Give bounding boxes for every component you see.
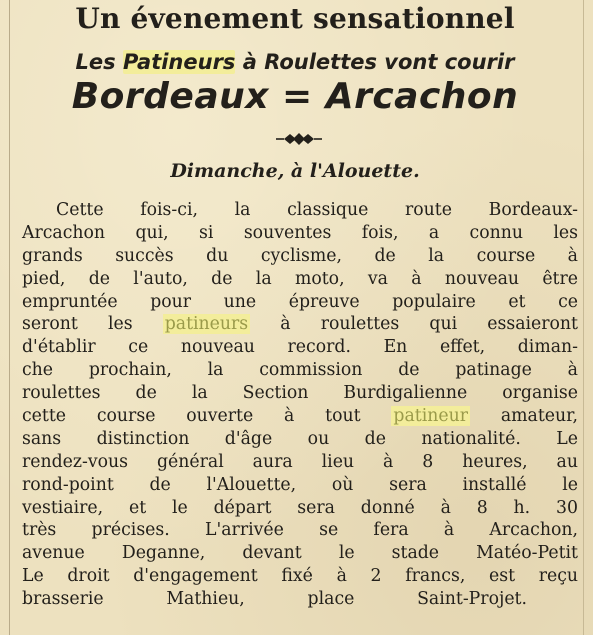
column-rule-right [583,0,584,635]
headline-highlight-patineurs: Patineurs [122,50,236,74]
article-line-last: brasserie Mathieu, place Saint-Projet. [22,589,527,610]
article-text: à roulettes qui essaieront [250,314,578,335]
article-line: Cette fois-ci, la classique route Bordeaux- [56,200,578,220]
column-rule-left [9,0,10,635]
headline-route: Bordeaux = Arcachon [71,76,519,117]
article-body [22,199,578,611]
article-line: avenue Deganne, devant le stade Matéo-Petit [22,543,578,564]
dateline: Dimanche, à l'Alouette. [170,160,420,182]
headline-subtitle-post: à Roulettes vont courir [235,50,515,74]
article-line: vestiaire, et le départ sera donné à 8 h. 30 [22,497,578,518]
article-line: empruntée pour une épreuve populaire et ce [22,291,578,312]
article-line: pied, de l'auto, de la moto, va à nouveau être [22,268,578,289]
article-line: roulettes de la Section Burdigalienne organise [22,383,578,404]
headline-subtitle-pre: Les [75,50,123,74]
article-line: sans distinction d'âge ou de nationalité. Le [22,428,578,449]
diamond-ornament-icon [274,130,324,148]
article-line: Arcachon qui, si souventes fois, a connu les [22,222,578,243]
article-line: d'établir ce nouveau record. En effet, diman- [22,337,578,358]
article-line: très précises. L'arrivée se fera à Arcachon, [22,520,578,541]
article-line: Le droit d'engagement fixé à 2 francs, est reçu [22,566,578,587]
highlight-patineur: patineur [393,406,468,427]
article-text: amateur, [470,406,578,427]
article-line [22,405,578,428]
article-line: rond-point de l'Alouette, où sera installé le [22,474,578,495]
headline-subtitle [20,50,570,74]
article-text: seront les [22,314,163,335]
article-line [22,313,578,336]
article-line: grands succès du cyclisme, de la course à [22,245,578,266]
headline-main: Un évenement sensationnel [75,2,515,35]
article-line: rendez-vous général aura lieu à 8 heures, au [22,451,578,472]
article-line: che prochain, la commission de patinage à [22,360,578,381]
article-text: cette course ouverte à tout [22,406,392,427]
highlight-patineurs: patineurs [164,314,249,335]
